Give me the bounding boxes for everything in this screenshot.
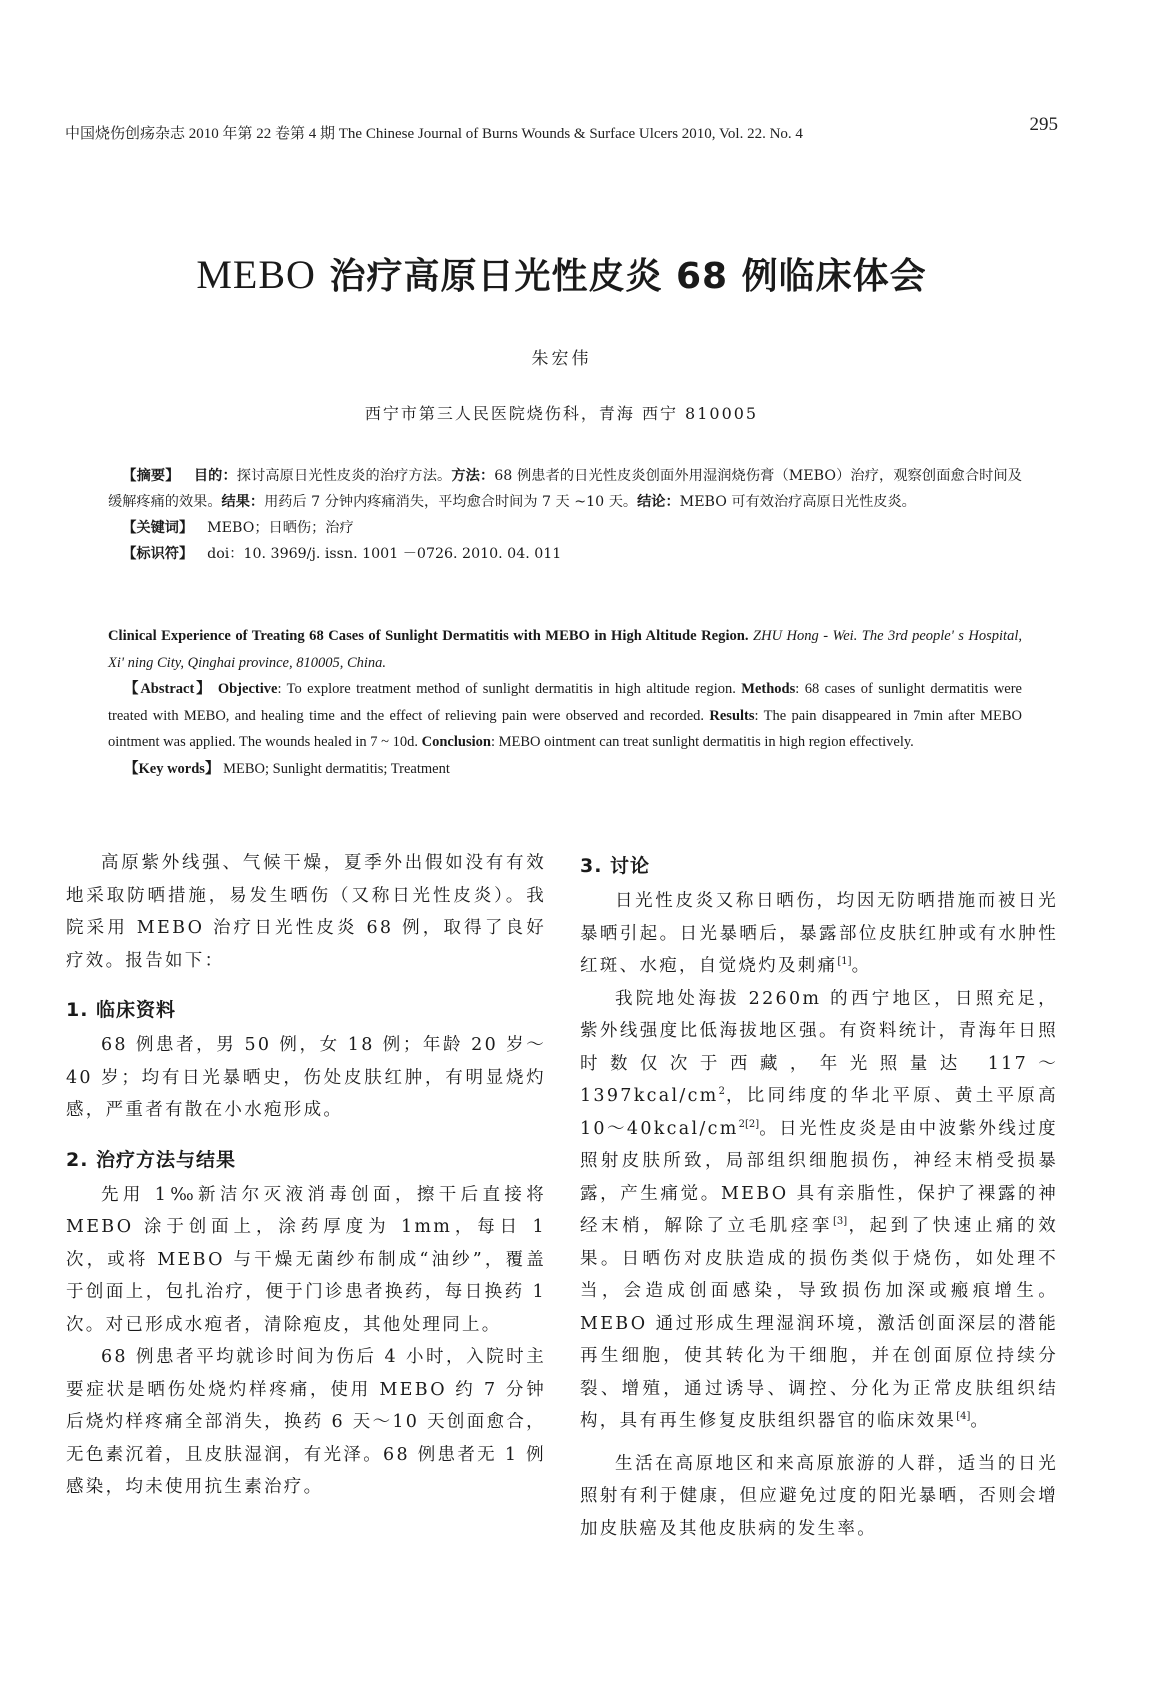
english-abstract-body: [108, 676, 1022, 756]
keywords-cn-label: 【关键词】: [122, 520, 194, 536]
citation-4: [4]: [956, 1411, 971, 1422]
discussion-p2-d: ，起到了快速止痛的效果。日晒伤对皮肤造成的损伤类似于烧伤，如处理不当，会造成创面感染，导致损伤加深或瘢痕增生。MEBO 通过形成生理湿润环境，激活创面深层的潜能再生细胞，使其转化为干细胞，并在创面原位持续分裂、增殖，通过诱导、调控、分化为正常皮肤组织结构，具有再生修复皮肤组织器官的临床效果: [580, 1216, 1058, 1431]
abstract-en-label: 【Abstract】: [124, 681, 213, 697]
results-en-text: : The pain disappeared in 7min after MEBO ointment was applied. The wounds healed in 7 ~ 10d.: [108, 707, 1022, 750]
citation-1: [1]: [837, 956, 852, 967]
keywords-cn-text: MEBO；日晒伤；治疗: [207, 520, 354, 536]
title-rest: 治疗高原日光性皮炎 68 例临床体会: [315, 256, 927, 297]
methods-en-label: Methods: [735, 681, 796, 697]
discussion-p2-e: 。: [970, 1411, 991, 1431]
body-column-left: [66, 847, 546, 1504]
title-latin: MEBO: [196, 252, 316, 297]
conclusion-text: MEBO 可有效治疗高原日光性皮炎。: [679, 494, 916, 510]
section-3-heading: 3. 讨论: [580, 855, 651, 877]
abstract-cn-label: 【摘要】: [122, 468, 180, 484]
keywords-en-label: 【Key words】: [124, 760, 220, 777]
superscript-2a: 2: [718, 1086, 725, 1097]
section-2-paragraph-1: 先用 1‰新洁尔灭液消毒创面，擦干后直接将 MEBO 涂于创面上，涂药厚度为 1mm，每日 1 次，或将 MEBO 与干燥无菌纱布制成“油纱”，覆盖于创面上，包扎治疗，便于门诊患者换药，每日换药 1 次。对已形成水疱者，清除疱皮，其他处理同上。: [66, 1184, 546, 1335]
discussion-paragraph-3: 生活在高原地区和来高原旅游的人群，适当的日光照射有利于健康，但应避免过度的阳光暴晒，否则会增加皮肤癌及其他皮肤病的发生率。: [580, 1453, 1058, 1539]
result-text: 用药后 7 分钟内疼痛消失，平均愈合时间为 7 天 ~10 天。: [264, 494, 638, 510]
author-affiliation: 西宁市第三人民医院烧伤科，青海 西宁 810005: [364, 404, 759, 423]
keywords-cn: [108, 515, 1022, 541]
section-2-paragraph-2: 68 例患者平均就诊时间为伤后 4 小时，入院时主要症状是晒伤处烧灼样疼痛，使用 MEBO 约 7 分钟后烧灼样疼痛全部消失，换药 6 天～10 天创面愈合，无色素沉着，且皮肤湿润，有光泽。68 例患者无 1 例感染，均未使用抗生素治疗。: [66, 1347, 546, 1497]
discussion-p1-text: 日光性皮炎又称日晒伤，均因无防晒措施而被日光暴晒引起。日光暴晒后，暴露部位皮肤红肿或有水肿性红斑、水疱，自觉烧灼及刺痛: [580, 891, 1058, 976]
objective-en-text: : To explore treatment method of sunlight dermatitis in high altitude region.: [277, 681, 736, 697]
discussion-paragraph-1: [580, 885, 1058, 983]
objective-en-label: Objective: [212, 681, 278, 697]
objective-label: 目的：: [193, 468, 237, 484]
author-name: 朱宏伟: [531, 349, 592, 369]
conclusion-en-text: : MEBO ointment can treat sunlight dermatitis in high region effectively.: [490, 734, 914, 750]
citation-2: 2[2]: [738, 1118, 760, 1130]
english-title: Clinical Experience of Treating 68 Cases of Sunlight Dermatitis with MEBO in High Altitude Region.: [108, 628, 749, 644]
discussion-p1-end: 。: [851, 956, 872, 976]
journal-citation: 中国烧伤创疡杂志 2010 年第 22 卷第 4 期 The Chinese Journal of Burns Wounds & Surface Ulcers 2010, Vol. 22. No. 4: [65, 126, 803, 142]
identifier-cn: [108, 541, 1022, 567]
keywords-en: [108, 756, 1022, 783]
conclusion-en-label: Conclusion: [418, 734, 491, 750]
abstract-english: [108, 623, 1022, 782]
discussion-p2-a: 我院地处海拔 2260m 的西宁地区，日照充足，紫外线强度比低海拔地区强。有资料统计，青海年日照时数仅次于西藏，年光照量达 117～1397kcal/cm: [580, 988, 1058, 1106]
article-title: [65, 248, 1058, 299]
english-title-line: [108, 623, 1022, 676]
english-byline: ZHU Hong - Wei. The 3rd people' s Hospital, Xi' ning City, Qinghai province, 810005, China.: [108, 628, 1022, 671]
identifier-label: 【标识符】: [122, 546, 194, 562]
result-label: 结果：: [221, 494, 265, 510]
intro-paragraph: 高原紫外线强、气候干燥，夏季外出假如没有有效地采取防晒措施，易发生晒伤（又称日光性皮炎）。我院采用 MEBO 治疗日光性皮炎 68 例，取得了良好疗效。报告如下：: [66, 853, 546, 971]
section-2-heading: 2. 治疗方法与结果: [66, 1148, 237, 1171]
conclusion-label: 结论：: [637, 494, 680, 510]
section-1-heading: 1. 临床资料: [66, 999, 177, 1021]
abstract-chinese: [108, 463, 1022, 567]
paragraph-gap: [580, 1438, 1058, 1448]
discussion-paragraph-2: [580, 983, 1058, 1438]
discussion-p2-b: ，比同纬度的华北平原、黄土平原高 10～40kcal/cm: [580, 1086, 1058, 1139]
results-en-label: Results: [704, 707, 755, 724]
doi-text: doi：10. 3969/j. issn. 1001 －0726. 2010. 04. 011: [207, 546, 562, 562]
running-header: [65, 114, 1058, 143]
keywords-en-text: MEBO; Sunlight dermatitis; Treatment: [219, 760, 450, 777]
body-column-right: [580, 849, 1058, 1545]
section-1-paragraph: 68 例患者，男 50 例，女 18 例；年龄 20 岁～40 岁；均有日光暴晒史，伤处皮肤红肿，有明显烧灼感，严重者有散在小水疱形成。: [66, 1035, 546, 1120]
citation-3: [3]: [833, 1216, 848, 1227]
method-label: 方法：: [451, 468, 495, 484]
page-number: 295: [1029, 114, 1058, 135]
discussion-p2-c: 。日光性皮炎是由中波紫外线过度照射皮肤所致，局部组织细胞损伤，神经末梢受损暴露，产生痛觉。MEBO 具有亲脂性，保护了裸露的神经末梢，解除了立毛肌痉挛: [580, 1118, 1058, 1236]
objective-text: 探讨高原日光性皮炎的治疗方法。: [236, 468, 452, 484]
abstract-cn-body: [108, 463, 1022, 515]
methods-en-text: : 68 cases of sunlight dermatitis were treated with MEBO, and healing time and the effect of relieving pain were observed and recorded.: [108, 681, 1022, 724]
method-text: 68 例患者的日光性皮炎创面外用湿润烧伤膏（MEBO）治疗，观察创面愈合时间及缓解疼痛的效果。: [108, 468, 1022, 510]
